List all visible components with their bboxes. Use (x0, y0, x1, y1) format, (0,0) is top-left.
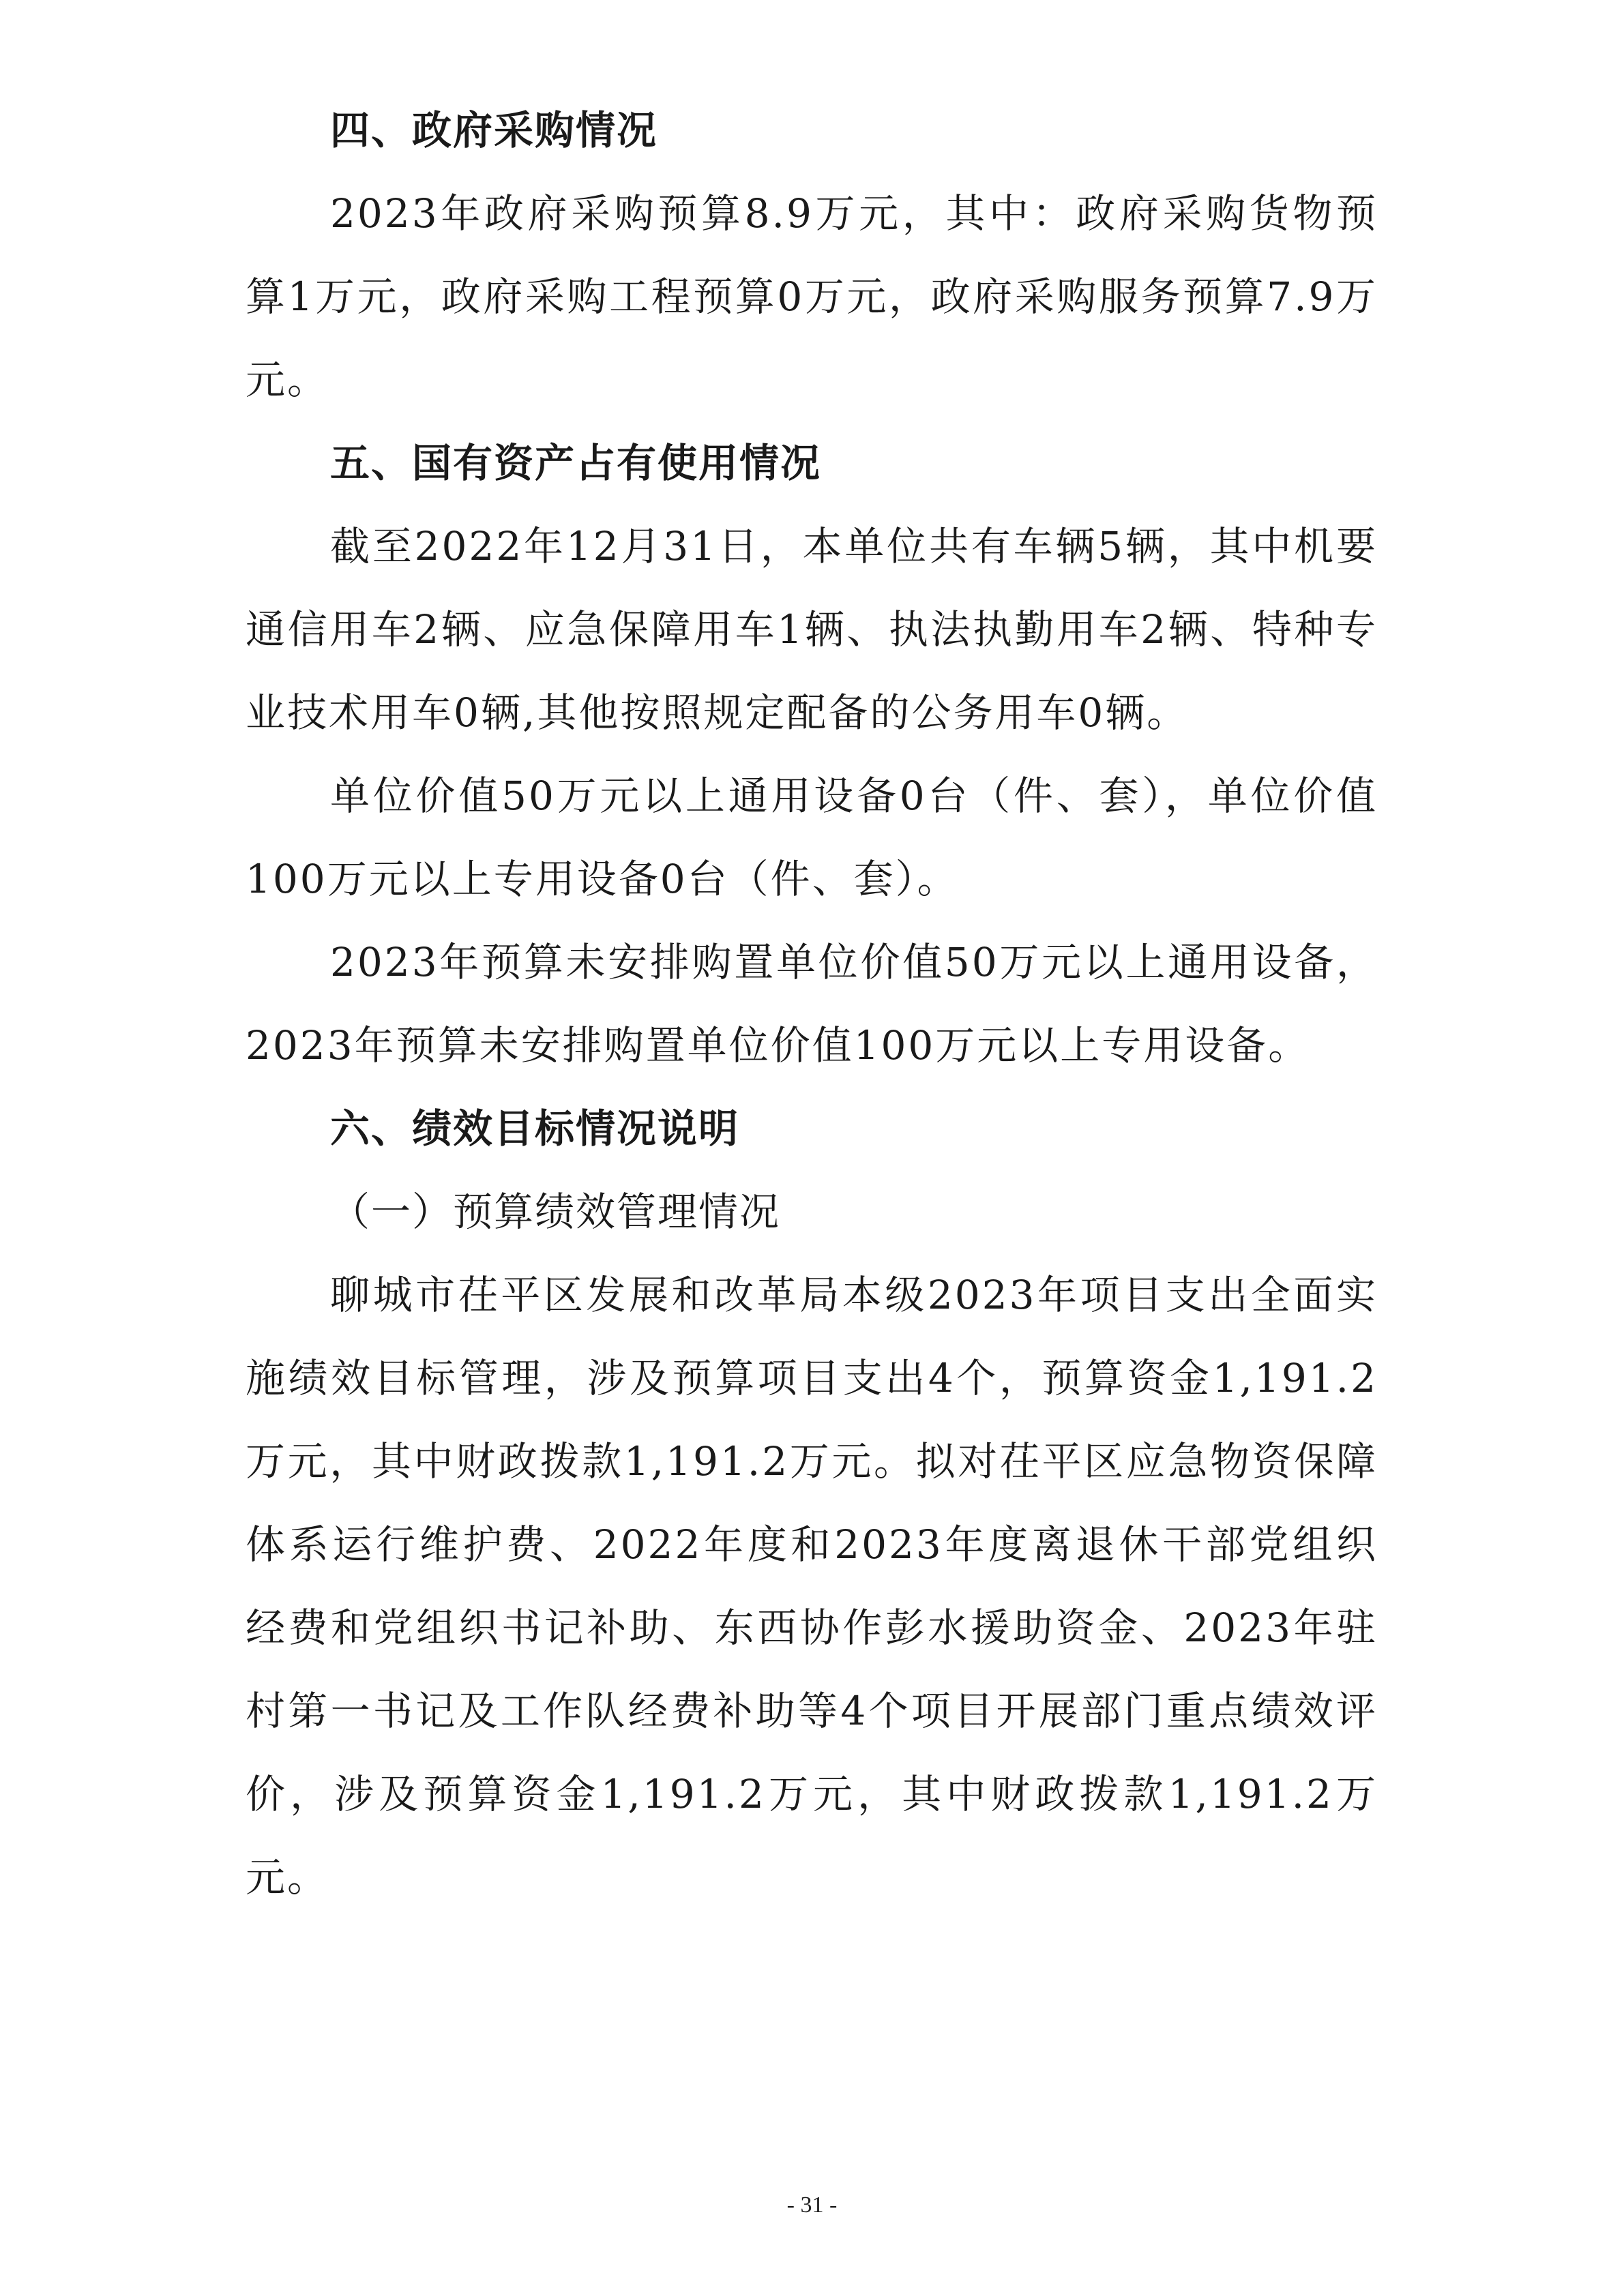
subsection-heading-budget-performance: （一）预算绩效管理情况 (330, 1189, 781, 1235)
page-number: - 31 - (786, 2192, 838, 2218)
paragraph-equipment: 单位价值50万元以上通用设备0台（件、套），单位价值100万元以上专用设备0台（件、套）。 (246, 773, 1378, 902)
paragraph-procurement: 2023年政府采购预算8.9万元，其中：政府采购货物预算1万元，政府采购工程预算0万元，政府采购服务预算7.9万元。 (246, 190, 1378, 403)
paragraph-performance-management: 聊城市茌平区发展和改革局本级2023年项目支出全面实施绩效目标管理，涉及预算项目支出4个，预算资金1,191.2万元，其中财政拨款1,191.2万元。拟对茌平区应急物资保障体系运行维护费、2022年度和2023年度离退休干部党组织经费和党组织书记补助、东西协作彭水援助资金、2023年驻村第一书记及工作队经费补助等4个项目开展部门重点绩效评价，涉及预算资金1,191.2万元，其中财政拨款1,191.2万元。 (246, 1272, 1378, 1900)
section-heading-procurement: 四、政府采购情况 (330, 107, 658, 153)
section-heading-performance-goals: 六、绩效目标情况说明 (330, 1105, 740, 1152)
paragraph-equipment-budget: 2023年预算未安排购置单位价值50万元以上通用设备，2023年预算未安排购置单位价值100万元以上专用设备。 (246, 939, 1378, 1069)
paragraph-vehicles: 截至2022年12月31日，本单位共有车辆5辆，其中机要通信用车2辆、应急保障用车1辆、执法执勤用车2辆、特种专业技术用车0辆,其他按照规定配备的公务用车0辆。 (246, 523, 1378, 736)
section-heading-state-assets: 五、国有资产占有使用情况 (330, 440, 822, 486)
document-body (246, 89, 1378, 1919)
